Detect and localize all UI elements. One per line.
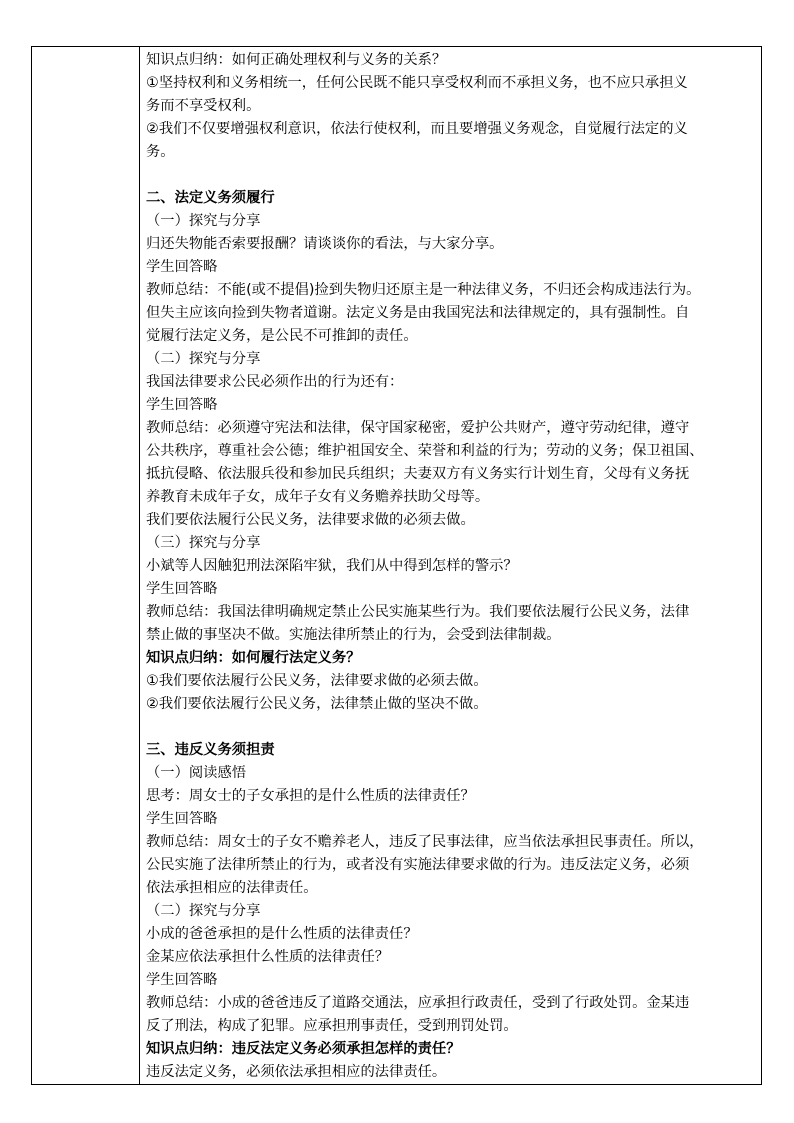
text-line: （二）探究与分享 — [146, 903, 261, 919]
text-line: 知识点归纳：违反法定义务必须承担怎样的责任？ — [146, 1041, 461, 1057]
text-line: 务而不享受权利。 — [146, 98, 261, 114]
text-line: 依法承担相应的法律责任。 — [146, 880, 318, 896]
text-line: 禁止做的事坚决不做。实施法律所禁止的行为，会受到法律制裁。 — [146, 627, 561, 643]
blank-line — [146, 716, 757, 739]
text-line: （二）探究与分享 — [146, 351, 261, 367]
text-line: 公共秩序，尊重社会公德；维护祖国安全、荣誉和利益的行为；劳动的义务；保卫祖国、 — [146, 443, 704, 459]
text-line: 公民实施了法律所禁止的行为，或者没有实施法律要求做的行为。违反法定义务，必须 — [146, 857, 690, 873]
lesson-content — [140, 47, 761, 1084]
text-line: （一）探究与分享 — [146, 213, 261, 229]
text-line: 学生回答略 — [146, 259, 218, 275]
text-line: 教师总结：不能(或不提倡)捡到失物归还原主是一种法律义务，不归还会构成违法行为。 — [146, 282, 701, 298]
blank-line — [146, 164, 757, 187]
text-line: 学生回答略 — [146, 972, 218, 988]
text-line: （一）阅读感悟 — [146, 765, 247, 781]
text-line: 务。 — [146, 144, 175, 160]
text-line: ②我们不仅要增强权利意识，依法行使权利，而且要增强义务观念，自觉履行法定的义 — [146, 121, 688, 137]
text-line: 教师总结：小成的爸爸违反了道路交通法，应承担行政责任，受到了行政处罚。金某违 — [146, 995, 690, 1011]
text-line: 思考：周女士的子女承担的是什么性质的法律责任？ — [146, 788, 475, 804]
text-line: 养教育未成年子女，成年子女有义务赡养扶助父母等。 — [146, 489, 490, 505]
left-column-cell — [32, 47, 140, 1085]
content-cell — [140, 47, 762, 1085]
text-line: 学生回答略 — [146, 581, 218, 597]
text-line: 归还失物能否索要报酬？请谈谈你的看法，与大家分享。 — [146, 236, 504, 252]
text-line: 学生回答略 — [146, 811, 218, 827]
text-line: ①我们要依法履行公民义务，法律要求做的必须去做。 — [146, 673, 488, 689]
text-line: 教师总结：周女士的子女不赡养老人，违反了民事法律，应当依法承担民事责任。所以， — [146, 834, 704, 850]
text-line: 我国法律要求公民必须作出的行为还有： — [146, 374, 404, 390]
text-line: 三、违反义务须担责 — [146, 742, 275, 758]
text-line: 违反法定义务，必须依法承担相应的法律责任。 — [146, 1064, 447, 1080]
text-line: 觉履行法定义务，是公民不可推卸的责任。 — [146, 328, 418, 344]
text-line: 学生回答略 — [146, 397, 218, 413]
text-line: 二、法定义务须履行 — [146, 190, 275, 206]
text-line: 教师总结：我国法律明确规定禁止公民实施某些行为。我们要依法履行公民义务，法律 — [146, 604, 690, 620]
text-line: 但失主应该向捡到失物者道谢。法定义务是由我国宪法和法律规定的，具有强制性。自 — [146, 305, 690, 321]
text-line: 抵抗侵略、依法服兵役和参加民兵组织；夫妻双方有义务实行计划生育，父母有义务抚 — [146, 466, 690, 482]
text-line: 小斌等人因触犯刑法深陷牢狱，我们从中得到怎样的警示？ — [146, 558, 518, 574]
text-line: ②我们要依法履行公民义务，法律禁止做的坚决不做。 — [146, 696, 488, 712]
text-line: 反了刑法，构成了犯罪。应承担刑事责任，受到刑罚处罚。 — [146, 1018, 518, 1034]
lesson-table — [31, 46, 762, 1085]
text-line: 教师总结：必须遵守宪法和法律，保守国家秘密，爱护公共财产，遵守劳动纪律，遵守 — [146, 420, 690, 436]
text-line: （三）探究与分享 — [146, 535, 261, 551]
text-line: 知识点归纳：如何正确处理权利与义务的关系？ — [146, 52, 447, 68]
text-line: 小成的爸爸承担的是什么性质的法律责任？ — [146, 926, 418, 942]
text-line: 我们要依法履行公民义务，法律要求做的必须去做。 — [146, 512, 475, 528]
text-line: 金某应依法承担什么性质的法律责任？ — [146, 949, 390, 965]
text-line: ①坚持权利和义务相统一，任何公民既不能只享受权利而不承担义务，也不应只承担义 — [146, 75, 688, 91]
text-line: 知识点归纳：如何履行法定义务？ — [146, 650, 361, 666]
